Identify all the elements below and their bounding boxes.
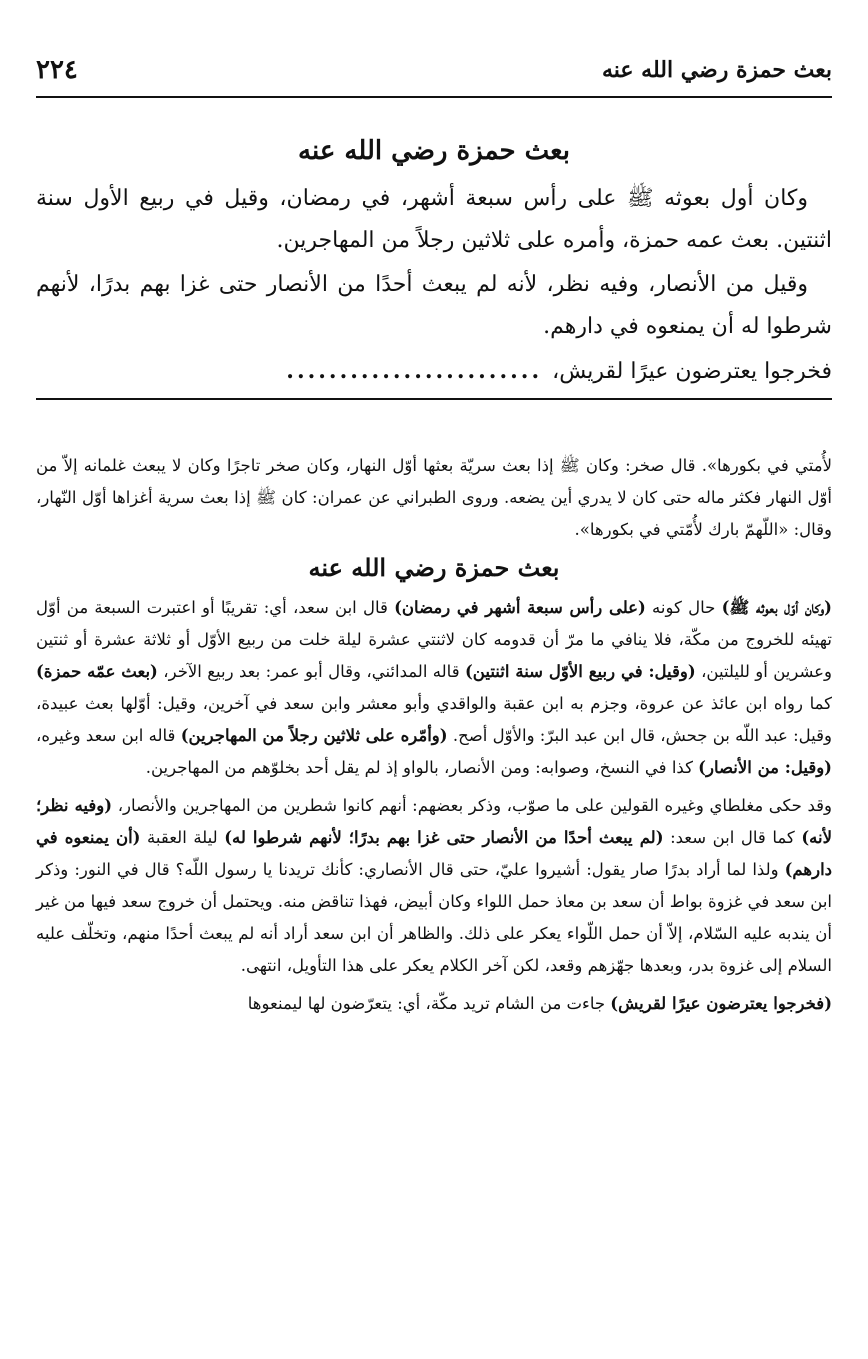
quoted-lemma: (وقيل: في ربيع الأوّل سنة اثنتين) <box>464 662 696 681</box>
commentary-run: قاله ابن سعد وغيره، <box>36 726 181 745</box>
commentary-run: قاله المدائني، وقال أبو عمر: بعد ربيع الآخر، <box>157 662 465 681</box>
commentary-run: وقد حكى مغلطاي وغيره القولين على ما صوّب، وذكر بعضهم: أنهم كانوا شطرين من المهاجرين والأنصار، <box>112 796 832 815</box>
commentary-run: ليلة العقبة <box>140 828 225 847</box>
main-paragraph: وقيل من الأنصار، وفيه نظر، لأنه لم يبعث أحدًا من الأنصار حتى غزا بهم بدرًا، لأنهم شرطوا له أن يمنعوه في دارهم. <box>36 272 832 339</box>
running-title: بعث حمزة رضي الله عنه <box>601 57 832 83</box>
quoted-lemma: (فخرجوا يعترضون عيرًا لقريش) <box>610 994 832 1013</box>
page-number: ٢٢٤ <box>36 55 78 85</box>
header-divider <box>36 96 832 98</box>
quoted-lemma: (وكان أوّل بعوثه ﷺ) <box>721 598 832 617</box>
commentary-run: ولذا لما أراد بدرًا صار يقول: أشيروا عليّ، حتى قال الأنصاري: كأنك تريدنا يا رسول اللّه؟ قال في النور: وذكر ابن سعد في غزوة بواط أن سعد بن معاذ حمل اللواء وكان أبيض، فهذا تناقض منه. ويحتمل أن خروج سعد فيها من غير أن يندبه عليه السّلام، إلاّ أن حمل اللّواء يعكر على ذلك. والظاهر أن ابن سعد أراد أنه لم يبعث أحدًا منهم، وتخلّف عليه السلام إلى غزوة بدر، وبعدها جهّزهم وقعد، لكن آخر الكلام يعكر على هذا التأويل، انتهى. <box>36 860 832 975</box>
commentary-run: قال ابن سعد، أي: تقريبًا أو اعتبرت السبعة من أوّل تهيئه للخروج من مكّة، فلا ينافي ما مرّ أن قدومه كان لاثنتي عشرة ليلة خلت من ربيع الأوّل أو ثلاثة عشرة أو ثنتين وعشرين أو لليلتين، <box>36 598 832 681</box>
quoted-lemma: (وأمّره على ثلاثين رجلاً من المهاجرين) <box>180 726 448 745</box>
page-header <box>36 50 832 90</box>
commentary-paragraph <box>36 988 832 1020</box>
commentary-paragraph: لأُمتي في بكورها». قال صخر: وكان ﷺ إذا بعث سريّة بعثها أوّل النهار، وكان صخر تاجرًا وكان لا يبعث غلمانه إلاّ من أوّل النهار فكثر ماله حتى كان لا يدري أين يضعه. وروى الطبراني عن عمران: كان ﷺ إذا بعث سرية أغزاها أوّل النّهار، وقال: «اللّهمّ بارك لأُمّتي في بكورها». <box>36 456 832 539</box>
commentary-run: كما رواه ابن عائذ عن عروة، وجزم به ابن عقبة والواقدي وأبو معشر وابن سعد في آخرين، وقيل: أوّلها بعث عبيدة، وقيل: عبد اللّه بن جحش، قال ابن عبد البرّ: والأوّل أصح. <box>36 694 833 745</box>
main-text <box>36 130 832 393</box>
quoted-lemma: (وفيه نظر؛ لأنه) <box>36 796 832 847</box>
quoted-lemma: (لم يبعث أحدًا من الأنصار حتى غزا بهم بدرًا؛ لأنهم شرطوا له) <box>224 828 664 847</box>
quoted-lemma: (أن يمنعوه في دارهم) <box>36 828 832 879</box>
commentary-run: حال كونه <box>645 598 722 617</box>
quoted-lemma: (وقيل: من الأنصار) <box>698 758 832 777</box>
commentary-paragraph <box>36 790 832 982</box>
commentary-run: كذا في النسخ، وصوابه: ومن الأنصار، بالواو إذ لم يقل أحد بخلوّهم من المهاجرين. <box>145 758 699 777</box>
main-last-line <box>36 350 832 393</box>
main-section-title: بعث حمزة رضي الله عنه <box>298 136 570 166</box>
quoted-lemma: (بعث عمّه حمزة) <box>36 662 158 681</box>
commentary-divider <box>36 398 832 400</box>
main-paragraph: وكان أول بعوثه ﷺ على رأس سبعة أشهر، في رمضان، وقيل في ربيع الأول سنة اثنتين. بعث عمه حمزة، وأمره على ثلاثين رجلاً من المهاجرين. <box>36 186 832 253</box>
commentary-run: كما قال ابن سعد: <box>663 828 802 847</box>
commentary-text <box>36 450 832 1026</box>
commentary-section-title: بعث حمزة رضي الله عنه <box>308 553 560 582</box>
commentary-paragraph <box>36 592 832 784</box>
main-last-line-text: فخرجوا يعترضون عيرًا لقريش، <box>552 359 832 384</box>
quoted-lemma: (على رأس سبعة أشهر في رمضان) <box>394 598 646 617</box>
commentary-run: جاءت من الشام تريد مكّة، أي: يتعرّضون لها ليمنعوها <box>247 994 611 1013</box>
ellipsis-dots: ........................ <box>286 358 543 384</box>
